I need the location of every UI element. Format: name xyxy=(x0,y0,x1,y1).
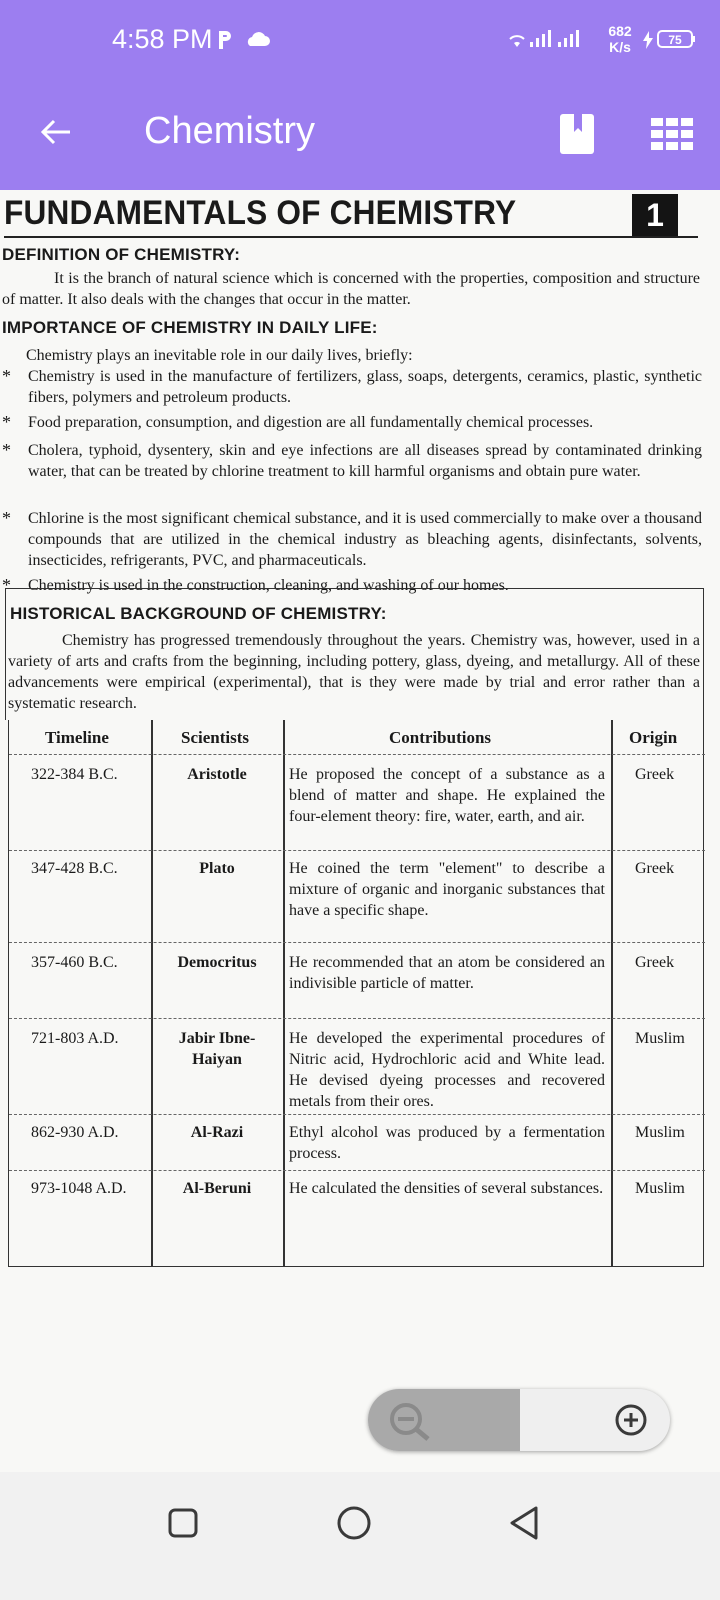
status-time: 4:58 PM xyxy=(112,24,213,54)
network-speed: 682 K/s xyxy=(608,23,632,55)
table-cell-scientist: Al-Beruni xyxy=(182,1180,252,1197)
battery-icon xyxy=(657,29,697,49)
table-cell-contribution: He recommended that an atom be considered an indivisible particle of matter. xyxy=(289,954,605,992)
importance-heading: IMPORTANCE OF CHEMISTRY IN DAILY LIFE: xyxy=(2,318,378,337)
parking-icon xyxy=(217,30,233,50)
app-title: Chemistry xyxy=(144,110,316,152)
col-header-scientists: Scientists xyxy=(181,728,249,747)
zoom-in-icon[interactable] xyxy=(614,1403,648,1437)
bookmark-icon[interactable] xyxy=(560,114,594,154)
table-cell-contribution: Ethyl alcohol was produced by a fermentation process. xyxy=(289,1124,605,1162)
col-header-origin: Origin xyxy=(629,728,678,747)
table-cell-scientist: Jabir Ibne-Haiyan xyxy=(178,1030,256,1068)
signal-icon xyxy=(556,28,580,48)
grid-view-icon[interactable] xyxy=(651,118,693,150)
back-icon[interactable] xyxy=(508,1505,540,1541)
table-cell-timeline: 721-803 A.D. xyxy=(31,1030,119,1047)
table-cell-origin: Greek xyxy=(635,954,675,971)
table-cell-contribution: He developed the experimental procedures of Nitric acid, Hydrochloric acid and White lead. He devised dyeing processes and recovered metals from their ores. xyxy=(289,1030,605,1110)
app-bar xyxy=(0,80,720,190)
table-cell-contribution: He proposed the concept of a substance as a blend of matter and shape. He explained the four-element theory: fire, water, earth, and air. xyxy=(289,766,605,825)
page-heading: FUNDAMENTALS OF CHEMISTRY xyxy=(4,194,517,232)
definition-heading: DEFINITION OF CHEMISTRY: xyxy=(2,245,241,264)
table-cell-timeline: 973-1048 A.D. xyxy=(31,1180,127,1197)
col-header-contributions: Contributions xyxy=(389,728,492,747)
heading-rule xyxy=(4,236,698,238)
table-cell-scientist: Democritus xyxy=(177,954,257,971)
importance-intro: Chemistry plays an inevitable role in our daily lives, briefly: xyxy=(26,347,413,364)
signal-icon xyxy=(528,28,552,48)
table-cell-origin: Greek xyxy=(635,766,675,783)
cloud-icon xyxy=(244,31,270,47)
recent-apps-icon[interactable] xyxy=(168,1508,198,1538)
table-cell-contribution: He calculated the densities of several substances. xyxy=(289,1180,604,1197)
zoom-out-button[interactable] xyxy=(368,1389,520,1451)
table-cell-timeline: 862-930 A.D. xyxy=(31,1124,119,1141)
table-cell-origin: Greek xyxy=(635,860,675,877)
table-cell-timeline: 347-428 B.C. xyxy=(31,860,118,877)
definition-text: It is the branch of natural science which is concerned with the properties, composition and structure of matter. It also deals with the changes that occur in the matter. xyxy=(2,270,700,308)
top-app-bar xyxy=(0,0,720,190)
history-table xyxy=(8,720,704,1267)
table-cell-origin: Muslim xyxy=(635,1030,685,1047)
col-header-timeline: Timeline xyxy=(45,728,109,747)
history-heading: HISTORICAL BACKGROUND OF CHEMISTRY: xyxy=(10,604,387,623)
table-cell-timeline: 357-460 B.C. xyxy=(31,954,118,971)
document-page[interactable]: FUNDAMENTALS OF CHEMISTRY 1 DEFINITION OF CHEMISTRY: It is the branch of natural science which is concerned with the properties, composition and structure of matter. It also deals with the changes that occur in the matter. IMPORTANCE OF CHEMISTRY IN DAILY LIFE: Chemistry plays an inevitable role in our daily lives, briefly: * Chemistry is used in the manufacture of fertilizers, glass, soaps, detergents, ceramics, plastic, synthetic fibers, polymers and petroleum products. * Food preparation, consumption, and digestion are all fundamentally chemical processes. * Cholera, typhoid, dysentery, skin and eye infections are all diseases spread by contaminated drinking water, that can be treated by chlorine treatment to kill harmful organisms and obtain pure water. * Chlorine is the most significant chemical substance, and it is used commercially to make over a thousand compounds that are utilized in the chemical industry as bleaching agents, disinfectants, solvents, insecticides, refrigerants, PVC, and pharmaceuticals. * Chemistry is used in the construction, cleaning, and washing of our homes. HISTORICAL BACKGROUND OF CHEMISTRY: Chemistry has progressed tremendously throughout the years. Chemistry was, however, used in a variety of arts and crafts from the beginning, including pottery, glass, dyeing, and metallurgy. All of these advancements were empirical (experimental), that is they were made by trial and error rather than a systematic research. Timeline Scientists Contributions Origin 322-384 B.C. Aristotle He proposed the concept of a substance as a blend of matter and shape. He explained the four-element theory: fire, water, earth, and air. Greek 347-428 B.C. Plato He coined the term "element" to describe a mixture of organic and inorganic substances that have a specific shape. Greek 357-460 B.C. Democritus He recommended that an atom be considered an indivisible particle of matter. Greek 721-803 A.D. Jabir Ibne-Haiyan He developed the experimental procedures of Nitric acid, Hydrochloric acid and White lead. He devised dyeing processes and recovered metals from their ores. Muslim 862-930 A.D. Al-Razi Ethyl alcohol was produced by a fermentation process. Muslim 973-1048 A.D. Al-Beruni He calculated the densities of several substances. Muslim xyxy=(0,190,720,1502)
status-bar xyxy=(0,0,720,80)
table-cell-origin: Muslim xyxy=(635,1180,685,1197)
table-cell-origin: Muslim xyxy=(635,1124,685,1141)
wifi-icon xyxy=(508,32,526,48)
charging-icon xyxy=(642,31,654,49)
table-cell-scientist: Plato xyxy=(199,860,235,877)
back-arrow-icon[interactable] xyxy=(38,114,74,150)
home-icon[interactable] xyxy=(336,1505,372,1541)
zoom-control xyxy=(368,1389,670,1451)
chapter-number: 1 xyxy=(632,194,678,236)
table-cell-timeline: 322-384 B.C. xyxy=(31,766,118,783)
table-cell-scientist: Aristotle xyxy=(187,766,247,783)
system-nav-bar xyxy=(0,1472,720,1600)
table-cell-scientist: Al-Razi xyxy=(190,1124,244,1141)
table-cell-contribution: He coined the term "element" to describe a mixture of organic and inorganic substances that have a specific shape. xyxy=(289,860,605,919)
battery-level: 75 xyxy=(668,33,682,47)
history-text: Chemistry has progressed tremendously throughout the years. Chemistry was, however, used in a variety of arts and crafts from the beginning, including pottery, glass, dyeing, and metallurgy. All of these advancements were empirical (experimental), that is they were made by trial and error rather than a systematic research. xyxy=(8,632,700,712)
zoom-out-icon xyxy=(388,1401,432,1441)
